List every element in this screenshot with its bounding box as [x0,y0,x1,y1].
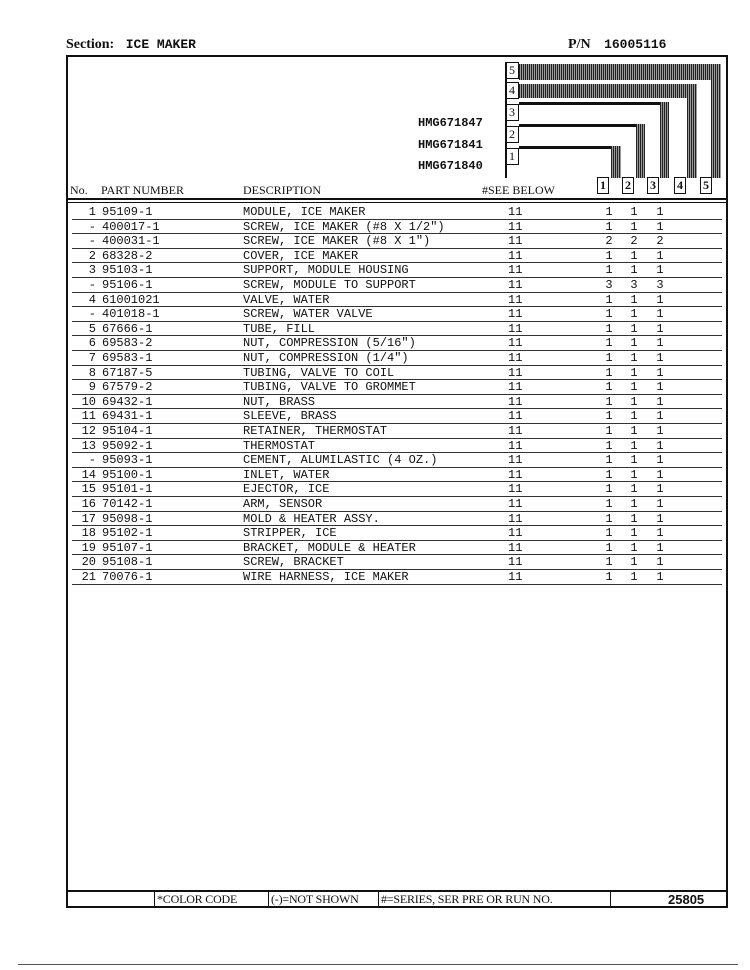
footer-separator [154,892,155,908]
qty-series-3: 1 [656,570,664,584]
qty-series-2: 1 [630,482,638,497]
series-box-stem [505,62,507,178]
table-row [66,409,728,424]
see-below-code: 11 [508,511,523,526]
table-row [66,541,728,556]
qty-series-1: 1 [605,263,613,278]
series-bar-1 [519,146,621,149]
series-vert-5 [711,64,721,178]
row-number: 20 [81,555,96,570]
row-number: 21 [81,570,96,584]
see-below-code: 11 [508,570,523,584]
part-number: 95092-1 [102,438,153,453]
qty-series-2: 1 [630,540,638,555]
row-number: 4 [88,292,96,307]
col-header-no: No. [70,183,88,197]
part-description: THERMOSTAT [243,438,316,453]
see-below-code: 11 [508,497,523,511]
part-description: EJECTOR, ICE [243,482,330,497]
see-below-code: 11 [508,248,523,263]
qty-series-2: 1 [630,511,638,526]
row-number: - [88,453,96,468]
qty-series-2: 1 [630,205,638,219]
row-number: 18 [81,526,96,541]
row-number: - [88,307,96,322]
qty-series-1: 1 [605,497,613,511]
see-below-code: 11 [508,321,523,336]
table-row [66,482,728,497]
row-number: 17 [81,511,96,526]
qty-series-1: 1 [605,292,613,307]
qty-series-2: 1 [630,453,638,468]
pn-value: 16005116 [604,37,667,52]
series-vert-3 [660,102,669,178]
qty-series-2: 1 [630,394,638,409]
part-description: INLET, WATER [243,467,330,482]
see-below-code: 11 [508,307,523,322]
row-number: 16 [81,497,96,511]
qty-series-1: 1 [605,380,613,395]
footer-separator [610,892,611,908]
part-description: MODULE, ICE MAKER [243,205,366,219]
part-number: 67187-5 [102,365,153,380]
part-number: 61001021 [102,292,160,307]
qty-series-3: 1 [656,307,664,322]
qty-series-2: 1 [630,555,638,570]
table-row [66,220,728,235]
part-number: 400017-1 [102,219,160,234]
part-description: WIRE HARNESS, ICE MAKER [243,570,409,584]
part-description: SUPPORT, MODULE HOUSING [243,263,409,278]
qty-series-3: 1 [656,424,664,438]
part-description: STRIPPER, ICE [243,526,337,541]
part-description: COVER, ICE MAKER [243,248,359,263]
part-description: CEMENT, ALUMILASTIC (4 OZ.) [243,453,438,468]
qty-series-1: 1 [605,409,613,424]
see-below-code: 11 [508,438,523,453]
table-row [66,555,728,570]
qty-series-3: 1 [656,263,664,278]
qty-series-2: 1 [630,292,638,307]
part-description: NUT, BRASS [243,394,316,409]
section-label-text: Section: [66,37,115,52]
part-number: 67579-2 [102,380,153,395]
part-number: 95103-1 [102,263,153,278]
row-number: 7 [88,351,96,365]
row-number: 3 [88,263,96,278]
row-number: 6 [88,336,96,351]
see-below-code: 11 [508,234,523,249]
part-number: 70076-1 [102,570,153,584]
table-row [66,293,728,308]
table-row [66,307,728,322]
page-bottom-rule [18,964,738,965]
section-value: ICE MAKER [125,37,196,52]
table-row [66,263,728,278]
series-bar-3 [519,102,669,105]
header-divider [66,202,728,203]
qty-series-3: 1 [656,365,664,380]
table-row [66,424,728,439]
part-number: 95109-1 [102,205,153,219]
table-row [66,439,728,454]
part-number: 95104-1 [102,424,153,438]
col-header-part-number: PART NUMBER [101,183,184,197]
qty-series-1: 1 [605,219,613,234]
qty-series-2: 1 [630,570,638,584]
qty-series-3: 1 [656,526,664,541]
part-number: 95093-1 [102,453,153,468]
pn-label-text: P/N [568,37,591,52]
qty-series-3: 1 [656,336,664,351]
series-bar-4 [519,84,697,98]
series-col-3: 3 [647,177,659,194]
qty-series-3: 1 [656,219,664,234]
part-description: MOLD & HEATER ASSY. [243,511,380,526]
part-description: SCREW, MODULE TO SUPPORT [243,278,416,292]
qty-series-1: 1 [605,336,613,351]
part-number: 95102-1 [102,526,153,541]
row-number: - [88,219,96,234]
col-header-description: DESCRIPTION [243,183,322,197]
model-code: HMG671840 [418,159,483,173]
series-box-3: 3 [505,104,519,121]
row-number: - [88,234,96,249]
table-row [66,278,728,293]
qty-series-2: 1 [630,424,638,438]
qty-series-2: 1 [630,409,638,424]
qty-series-3: 1 [656,453,664,468]
qty-series-3: 1 [656,438,664,453]
part-description: NUT, COMPRESSION (5/16") [243,336,416,351]
qty-series-1: 1 [605,394,613,409]
table-row [66,526,728,541]
qty-series-3: 1 [656,321,664,336]
series-col-2: 2 [622,177,634,194]
see-below-code: 11 [508,482,523,497]
footer-series-note: #=SERIES, SER PRE OR RUN NO. [381,892,553,906]
series-box-5: 5 [505,62,519,79]
row-number: 8 [88,365,96,380]
part-description: SLEEVE, BRASS [243,409,337,424]
qty-series-1: 1 [605,205,613,219]
see-below-code: 11 [508,409,523,424]
qty-series-2: 1 [630,219,638,234]
table-row [66,468,728,483]
series-bar-2 [519,124,645,127]
see-below-code: 11 [508,263,523,278]
part-number: 400031-1 [102,234,160,249]
part-number: 95101-1 [102,482,153,497]
qty-series-3: 3 [656,278,664,292]
table-row [66,249,728,264]
footer-separator [268,892,269,908]
part-number: 95100-1 [102,467,153,482]
series-col-4: 4 [674,177,686,194]
row-number: 1 [88,205,96,219]
table-row [66,322,728,337]
qty-series-3: 1 [656,555,664,570]
table-row [66,453,728,468]
part-number: 401018-1 [102,307,160,322]
row-number: 12 [81,424,96,438]
qty-series-1: 1 [605,511,613,526]
table-row [66,395,728,410]
qty-series-1: 1 [605,351,613,365]
part-number: 69583-2 [102,336,153,351]
see-below-code: 11 [508,394,523,409]
part-number: 69583-1 [102,351,153,365]
qty-series-2: 1 [630,526,638,541]
qty-series-2: 1 [630,248,638,263]
part-description: SCREW, WATER VALVE [243,307,373,322]
row-rule [72,584,722,585]
table-row [66,380,728,395]
part-number: 95098-1 [102,511,153,526]
row-number: 13 [81,438,96,453]
row-number: - [88,278,96,292]
part-number: 67666-1 [102,321,153,336]
series-col-1: 1 [597,177,609,194]
qty-series-3: 1 [656,394,664,409]
see-below-code: 11 [508,467,523,482]
part-description: BRACKET, MODULE & HEATER [243,540,416,555]
part-number: 95108-1 [102,555,153,570]
qty-series-1: 1 [605,467,613,482]
qty-series-1: 2 [605,234,613,249]
model-code: HMG671841 [418,138,483,152]
part-description: RETAINER, THERMOSTAT [243,424,388,438]
see-below-code: 11 [508,555,523,570]
series-box-1: 1 [505,148,519,165]
qty-series-1: 1 [605,424,613,438]
part-number: 69431-1 [102,409,153,424]
qty-series-1: 1 [605,482,613,497]
series-vert-4 [687,84,697,178]
series-box-2: 2 [505,126,519,143]
qty-series-1: 1 [605,307,613,322]
row-number: 19 [81,540,96,555]
see-below-code: 11 [508,219,523,234]
part-description: TUBING, VALVE TO COIL [243,365,395,380]
part-description: SCREW, BRACKET [243,555,344,570]
table-row [66,366,728,381]
see-below-code: 11 [508,424,523,438]
qty-series-1: 1 [605,570,613,584]
row-number: 11 [81,409,96,424]
qty-series-2: 1 [630,497,638,511]
qty-series-3: 1 [656,380,664,395]
part-number: 70142-1 [102,497,153,511]
header-divider [66,198,728,200]
footer-color-code: *COLOR CODE [157,892,238,906]
see-below-code: 11 [508,365,523,380]
qty-series-2: 2 [630,234,638,249]
part-number-label [568,37,666,53]
see-below-code: 11 [508,336,523,351]
part-description: SCREW, ICE MAKER (#8 X 1/2") [243,219,445,234]
qty-series-1: 1 [605,438,613,453]
col-header-see-below: #SEE BELOW [482,183,555,197]
series-bar-5 [519,64,721,80]
series-box-4: 4 [505,82,519,99]
qty-series-2: 1 [630,467,638,482]
series-vert-2 [636,124,645,178]
qty-series-1: 3 [605,278,613,292]
part-number: 95106-1 [102,278,153,292]
qty-series-1: 1 [605,526,613,541]
qty-series-1: 1 [605,365,613,380]
see-below-code: 11 [508,351,523,365]
part-description: NUT, COMPRESSION (1/4") [243,351,409,365]
qty-series-3: 1 [656,511,664,526]
table-row [66,512,728,527]
table-row [66,497,728,512]
part-number: 69432-1 [102,394,153,409]
row-number: 2 [88,248,96,263]
series-vert-1 [611,146,621,178]
part-description: TUBING, VALVE TO GROMMET [243,380,416,395]
part-description: VALVE, WATER [243,292,330,307]
table-row [66,205,728,220]
footer-not-shown: (-)=NOT SHOWN [271,892,359,906]
see-below-code: 11 [508,205,523,219]
part-number: 95107-1 [102,540,153,555]
part-number: 68328-2 [102,248,153,263]
row-number: 10 [81,394,96,409]
row-number: 5 [88,321,96,336]
row-number: 15 [81,482,96,497]
qty-series-3: 1 [656,540,664,555]
qty-series-3: 1 [656,409,664,424]
part-description: TUBE, FILL [243,321,316,336]
qty-series-2: 1 [630,263,638,278]
table-row [66,336,728,351]
qty-series-2: 1 [630,365,638,380]
qty-series-3: 1 [656,248,664,263]
table-row [66,351,728,366]
qty-series-3: 1 [656,467,664,482]
qty-series-3: 2 [656,234,664,249]
qty-series-2: 1 [630,351,638,365]
row-number: 9 [88,380,96,395]
qty-series-2: 3 [630,278,638,292]
qty-series-1: 1 [605,248,613,263]
see-below-code: 11 [508,453,523,468]
qty-series-1: 1 [605,540,613,555]
row-number: 14 [81,467,96,482]
see-below-code: 11 [508,292,523,307]
see-below-code: 11 [508,380,523,395]
part-description: SCREW, ICE MAKER (#8 X 1") [243,234,431,249]
qty-series-3: 1 [656,205,664,219]
qty-series-3: 1 [656,497,664,511]
footer-separator [378,892,379,908]
qty-series-3: 1 [656,351,664,365]
document-number: 25805 [668,892,705,907]
qty-series-2: 1 [630,307,638,322]
qty-series-1: 1 [605,453,613,468]
see-below-code: 11 [508,526,523,541]
part-description: ARM, SENSOR [243,497,323,511]
qty-series-2: 1 [630,321,638,336]
qty-series-2: 1 [630,438,638,453]
section-label [66,37,196,53]
table-row [66,570,728,585]
see-below-code: 11 [508,278,523,292]
qty-series-2: 1 [630,336,638,351]
table-row [66,234,728,249]
series-col-5: 5 [700,177,712,194]
qty-series-3: 1 [656,482,664,497]
qty-series-1: 1 [605,321,613,336]
qty-series-3: 1 [656,292,664,307]
qty-series-2: 1 [630,380,638,395]
qty-series-1: 1 [605,555,613,570]
see-below-code: 11 [508,540,523,555]
model-code: HMG671847 [418,116,483,130]
